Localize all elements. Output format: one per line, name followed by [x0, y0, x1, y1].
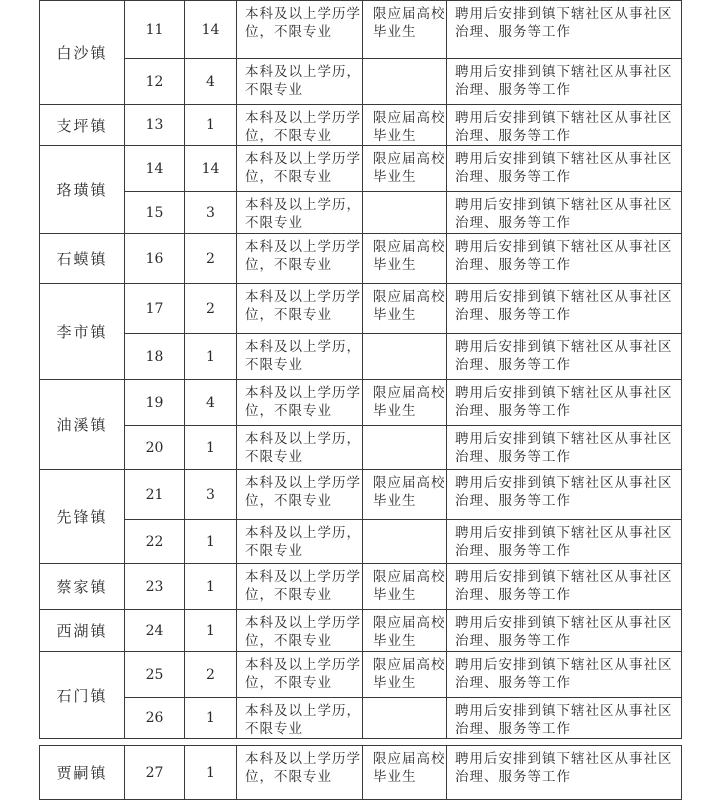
headcount-cell: 1	[185, 746, 237, 800]
table-row	[40, 192, 682, 234]
duty-cell: 聘用后安排到镇下辖社区从事社区治理、服务等工作	[447, 610, 682, 652]
requirement-cell	[363, 426, 447, 470]
headcount-cell: 1	[185, 698, 237, 739]
education-cell: 本科及以上学历学位，不限专业	[237, 564, 363, 610]
duty-cell: 聘用后安排到镇下辖社区从事社区治理、服务等工作	[447, 146, 682, 192]
recruitment-table	[39, 0, 682, 739]
requirement-cell: 限应届高校毕业生	[363, 564, 447, 610]
education-cell: 本科及以上学历，不限专业	[237, 698, 363, 739]
table-row	[40, 284, 682, 334]
requirement-cell	[363, 698, 447, 739]
headcount-cell: 2	[185, 652, 237, 698]
duty-cell: 聘用后安排到镇下辖社区从事社区治理、服务等工作	[447, 192, 682, 234]
town-cell: 贾嗣镇	[40, 746, 125, 800]
position-number-cell: 15	[125, 192, 185, 234]
duty-cell: 聘用后安排到镇下辖社区从事社区治理、服务等工作	[447, 284, 682, 334]
table-row	[40, 105, 682, 146]
headcount-cell: 1	[185, 334, 237, 380]
headcount-cell: 4	[185, 380, 237, 426]
headcount-cell: 1	[185, 520, 237, 564]
education-cell: 本科及以上学历学位，不限专业	[237, 234, 363, 284]
education-cell: 本科及以上学历学位，不限专业	[237, 105, 363, 146]
education-cell: 本科及以上学历，不限专业	[237, 520, 363, 564]
headcount-cell: 2	[185, 234, 237, 284]
position-number-cell: 20	[125, 426, 185, 470]
table-row	[40, 234, 682, 284]
headcount-cell: 3	[185, 192, 237, 234]
requirement-cell: 限应届高校毕业生	[363, 105, 447, 146]
position-number-cell: 11	[125, 1, 185, 59]
requirement-cell: 限应届高校毕业生	[363, 284, 447, 334]
education-cell: 本科及以上学历学位，不限专业	[237, 652, 363, 698]
table-row	[40, 746, 682, 800]
duty-cell: 聘用后安排到镇下辖社区从事社区治理、服务等工作	[447, 59, 682, 105]
duty-cell: 聘用后安排到镇下辖社区从事社区治理、服务等工作	[447, 520, 682, 564]
requirement-cell: 限应届高校毕业生	[363, 234, 447, 284]
position-number-cell: 27	[125, 746, 185, 800]
position-number-cell: 23	[125, 564, 185, 610]
position-number-cell: 18	[125, 334, 185, 380]
table-row	[40, 1, 682, 59]
headcount-cell: 1	[185, 564, 237, 610]
table-row	[40, 652, 682, 698]
table-row	[40, 698, 682, 739]
duty-cell: 聘用后安排到镇下辖社区从事社区治理、服务等工作	[447, 564, 682, 610]
town-cell: 李市镇	[40, 284, 125, 380]
education-cell: 本科及以上学历学位，不限专业	[237, 610, 363, 652]
requirement-cell: 限应届高校毕业生	[363, 746, 447, 800]
position-number-cell: 21	[125, 470, 185, 520]
headcount-cell: 14	[185, 146, 237, 192]
table-row	[40, 146, 682, 192]
town-cell: 蔡家镇	[40, 564, 125, 610]
duty-cell: 聘用后安排到镇下辖社区从事社区治理、服务等工作	[447, 652, 682, 698]
education-cell: 本科及以上学历，不限专业	[237, 334, 363, 380]
town-cell: 支坪镇	[40, 105, 125, 146]
table-row	[40, 564, 682, 610]
requirement-cell: 限应届高校毕业生	[363, 1, 447, 59]
education-cell: 本科及以上学历学位，不限专业	[237, 380, 363, 426]
town-cell: 珞璜镇	[40, 146, 125, 234]
duty-cell: 聘用后安排到镇下辖社区从事社区治理、服务等工作	[447, 426, 682, 470]
position-number-cell: 24	[125, 610, 185, 652]
position-number-cell: 25	[125, 652, 185, 698]
position-number-cell: 19	[125, 380, 185, 426]
table-row	[40, 520, 682, 564]
town-cell: 石蟆镇	[40, 234, 125, 284]
education-cell: 本科及以上学历学位，不限专业	[237, 146, 363, 192]
education-cell: 本科及以上学历学位，不限专业	[237, 1, 363, 59]
education-cell: 本科及以上学历学位，不限专业	[237, 284, 363, 334]
position-number-cell: 22	[125, 520, 185, 564]
table-row	[40, 610, 682, 652]
town-cell: 石门镇	[40, 652, 125, 739]
education-cell: 本科及以上学历学位，不限专业	[237, 470, 363, 520]
duty-cell: 聘用后安排到镇下辖社区从事社区治理、服务等工作	[447, 234, 682, 284]
requirement-cell	[363, 520, 447, 564]
table-row	[40, 380, 682, 426]
town-cell: 白沙镇	[40, 1, 125, 105]
recruitment-table-continued	[39, 745, 682, 800]
position-number-cell: 14	[125, 146, 185, 192]
position-number-cell: 12	[125, 59, 185, 105]
duty-cell: 聘用后安排到镇下辖社区从事社区治理、服务等工作	[447, 105, 682, 146]
duty-cell: 聘用后安排到镇下辖社区从事社区治理、服务等工作	[447, 380, 682, 426]
headcount-cell: 1	[185, 105, 237, 146]
table-row	[40, 426, 682, 470]
requirement-cell: 限应届高校毕业生	[363, 380, 447, 426]
table-row	[40, 59, 682, 105]
position-number-cell: 16	[125, 234, 185, 284]
town-cell: 先锋镇	[40, 470, 125, 564]
headcount-cell: 4	[185, 59, 237, 105]
position-number-cell: 13	[125, 105, 185, 146]
education-cell: 本科及以上学历，不限专业	[237, 59, 363, 105]
position-number-cell: 17	[125, 284, 185, 334]
headcount-cell: 14	[185, 1, 237, 59]
town-cell: 油溪镇	[40, 380, 125, 470]
duty-cell: 聘用后安排到镇下辖社区从事社区治理、服务等工作	[447, 334, 682, 380]
headcount-cell: 1	[185, 426, 237, 470]
headcount-cell: 1	[185, 610, 237, 652]
education-cell: 本科及以上学历，不限专业	[237, 426, 363, 470]
requirement-cell	[363, 59, 447, 105]
duty-cell: 聘用后安排到镇下辖社区从事社区治理、服务等工作	[447, 698, 682, 739]
requirement-cell: 限应届高校毕业生	[363, 470, 447, 520]
requirement-cell: 限应届高校毕业生	[363, 652, 447, 698]
headcount-cell: 2	[185, 284, 237, 334]
headcount-cell: 3	[185, 470, 237, 520]
requirement-cell	[363, 334, 447, 380]
requirement-cell	[363, 192, 447, 234]
table-row	[40, 334, 682, 380]
education-cell: 本科及以上学历，不限专业	[237, 192, 363, 234]
education-cell: 本科及以上学历学位，不限专业	[237, 746, 363, 800]
requirement-cell: 限应届高校毕业生	[363, 146, 447, 192]
town-cell: 西湖镇	[40, 610, 125, 652]
duty-cell: 聘用后安排到镇下辖社区从事社区治理、服务等工作	[447, 746, 682, 800]
duty-cell: 聘用后安排到镇下辖社区从事社区治理、服务等工作	[447, 470, 682, 520]
table-row	[40, 470, 682, 520]
duty-cell: 聘用后安排到镇下辖社区从事社区治理、服务等工作	[447, 1, 682, 59]
position-number-cell: 26	[125, 698, 185, 739]
requirement-cell: 限应届高校毕业生	[363, 610, 447, 652]
